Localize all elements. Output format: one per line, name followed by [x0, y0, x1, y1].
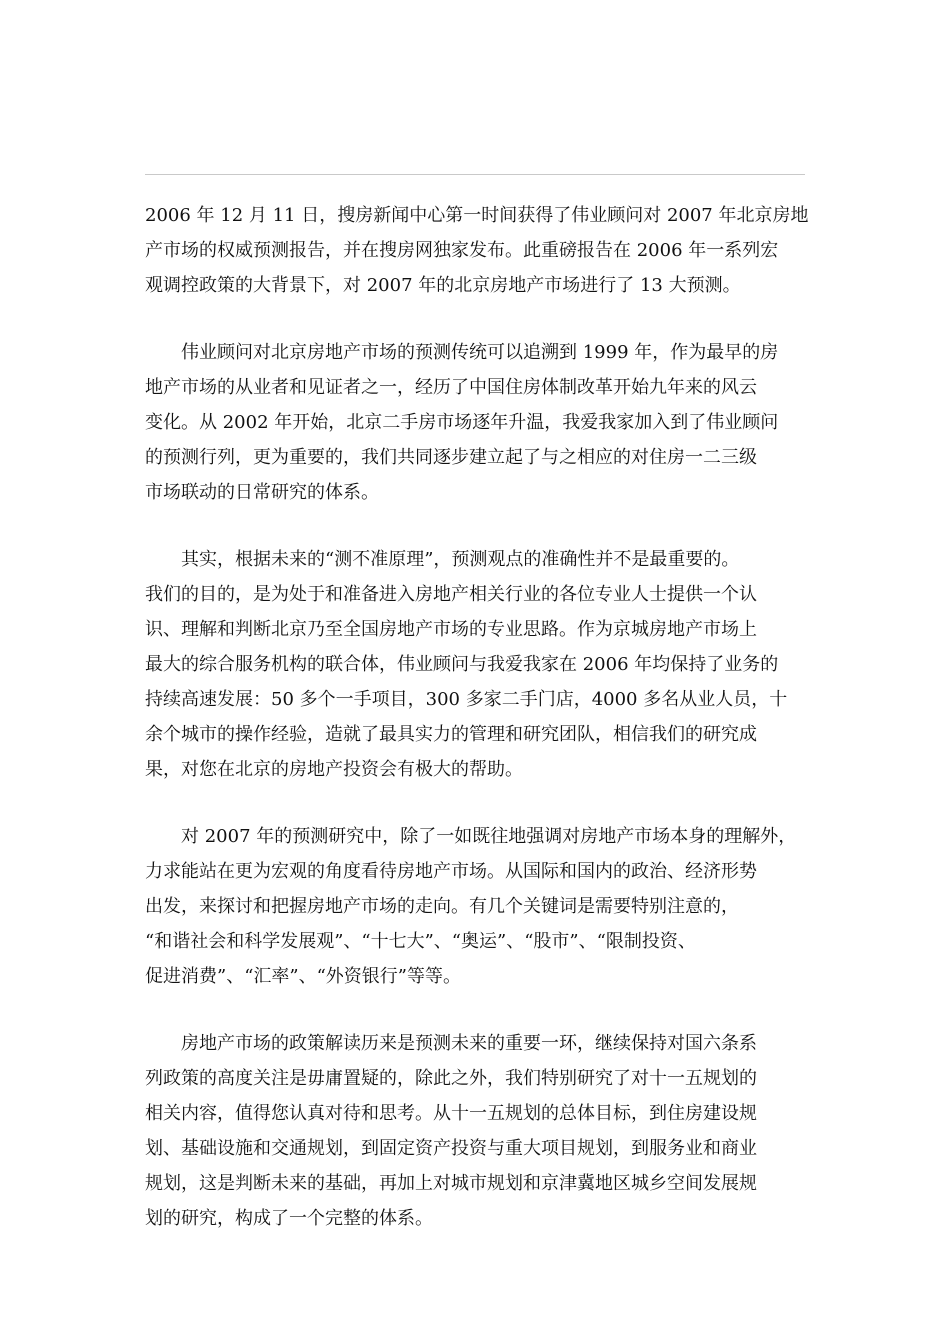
text-line: 持续高速发展：50 多个一手项目，300 多家二手门店，4000 多名从业人员，十 [145, 689, 788, 710]
text-line: 规划，这是判断未来的基础，再加上对城市规划和京津冀地区城乡空间发展规 [145, 1173, 757, 1194]
text-line: 果，对您在北京的房地产投资会有极大的帮助。 [145, 759, 523, 780]
text-line: 出发，来探讨和把握房地产市场的走向。有几个关键词是需要特别注意的， [145, 896, 739, 917]
text-line: 的预测行列，更为重要的，我们共同逐步建立起了与之相应的对住房一二三级 [145, 447, 757, 468]
text-line: 观调控政策的大背景下，对 2007 年的北京房地产市场进行了 13 大预测。 [145, 275, 741, 296]
text-line: 力求能站在更为宏观的角度看待房地产市场。从国际和国内的政治、经济形势 [145, 861, 757, 882]
paragraph-policy [145, 1026, 805, 1236]
text-line: 2006 年 12 月 11 日，搜房新闻中心第一时间获得了伟业顾问对 2007 年北京房地 [145, 205, 809, 226]
text-line: 其实，根据未来的“测不准原理”，预测观点的准确性并不是最重要的。 [181, 549, 740, 570]
text-line: 促进消费”、“汇率”、“外资银行”等等。 [145, 966, 462, 987]
text-line: 地产市场的从业者和见证者之一，经历了中国住房体制改革开始九年来的风云 [145, 377, 757, 398]
text-line: 我们的目的，是为处于和准备进入房地产相关行业的各位专业人士提供一个认 [145, 584, 757, 605]
text-line: 余个城市的操作经验，造就了最具实力的管理和研究团队，相信我们的研究成 [145, 724, 757, 745]
header-divider [145, 174, 805, 175]
text-line: 市场联动的日常研究的体系。 [145, 482, 379, 503]
text-line: 相关内容，值得您认真对待和思考。从十一五规划的总体目标，到住房建设规 [145, 1103, 757, 1124]
text-line: 变化。从 2002 年开始，北京二手房市场逐年升温，我爱我家加入到了伟业顾问 [145, 412, 779, 433]
text-line: 最大的综合服务机构的联合体，伟业顾问与我爱我家在 2006 年均保持了业务的 [145, 654, 779, 675]
paragraph-history [145, 335, 805, 510]
document-body [145, 198, 809, 1268]
text-line: 划的研究，构成了一个完整的体系。 [145, 1208, 433, 1229]
text-line: 伟业顾问对北京房地产市场的预测传统可以追溯到 1999 年，作为最早的房 [181, 342, 779, 363]
text-line: 列政策的高度关注是毋庸置疑的，除此之外，我们特别研究了对十一五规划的 [145, 1068, 757, 1089]
text-line: 产市场的权威预测报告，并在搜房网独家发布。此重磅报告在 2006 年一系列宏 [145, 240, 779, 261]
text-line: 识、理解和判断北京乃至全国房地产市场的专业思路。作为京城房地产市场上 [145, 619, 757, 640]
text-line: 房地产市场的政策解读历来是预测未来的重要一环，继续保持对国六条系 [181, 1033, 757, 1054]
paragraph-keywords [145, 819, 805, 994]
paragraph-intro [145, 198, 809, 303]
paragraph-purpose [145, 542, 805, 787]
text-line: 对 2007 年的预测研究中，除了一如既往地强调对房地产市场本身的理解外， [181, 826, 797, 847]
text-line: “和谐社会和科学发展观”、“十七大”、“奥运”、“股市”、“限制投资、 [145, 931, 696, 952]
text-line: 划、基础设施和交通规划，到固定资产投资与重大项目规划，到服务业和商业 [145, 1138, 757, 1159]
